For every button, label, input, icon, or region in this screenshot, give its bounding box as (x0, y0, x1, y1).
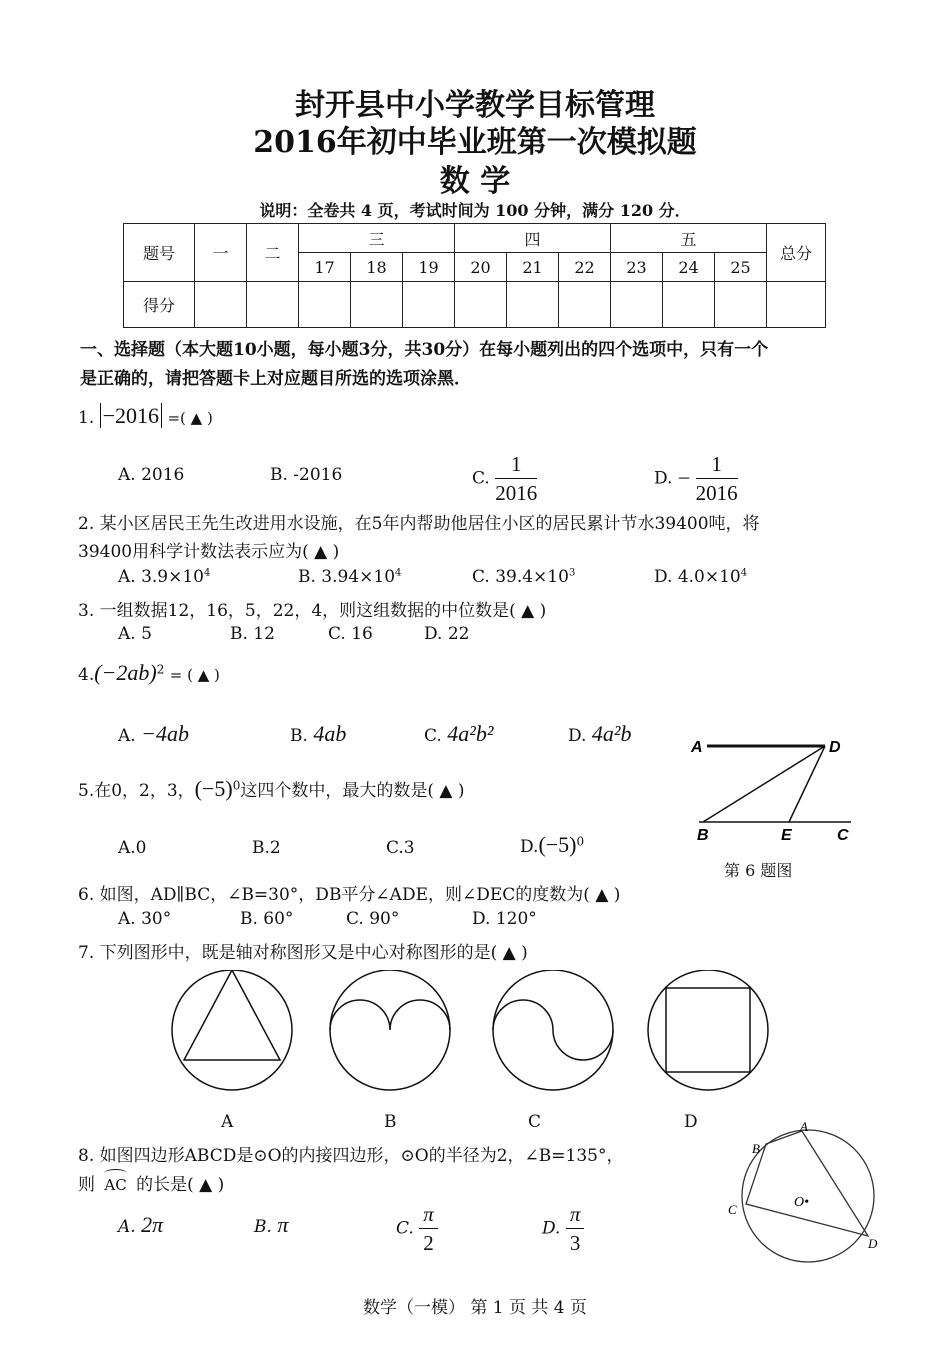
q8-option-a (118, 1212, 163, 1238)
q3-stem: 3. 一组数据12，16，5，22，4，则这组数据的中位数是( ▲ ) (78, 601, 547, 621)
q1-abs-expr: −2016 (100, 403, 162, 428)
q8-c-label: C. (396, 1218, 414, 1239)
q7-stem: 7. 下列图形中，既是轴对称图形又是中心对称图形的是( ▲ ) (78, 943, 528, 963)
figure-6-caption: 第 6 题图 (724, 861, 793, 880)
q2-option-a (118, 567, 210, 587)
q8-arc-ac (100, 1176, 130, 1194)
score-table-sub: 24 (663, 253, 715, 282)
score-table (123, 223, 826, 328)
q1-option-d (654, 450, 738, 507)
q4-d-label: D. (568, 726, 587, 746)
score-cell (455, 282, 507, 328)
page-footer: 数学（一模） 第 1 页 共 4 页 (362, 1298, 588, 1318)
q1-option-a: A. 2016 (118, 465, 185, 485)
score-cell (351, 282, 403, 328)
q4-num: 4. (78, 665, 95, 685)
q4-option-a (118, 721, 189, 747)
score-table-total: 总分 (767, 224, 826, 282)
q4-b-label: B. (290, 726, 308, 746)
q6-option-c: C. 90° (346, 909, 400, 929)
q1-d-num: 1 (696, 450, 738, 479)
q8-line2 (78, 1170, 224, 1195)
q2-c-text: C. 39.4×10 (472, 567, 569, 587)
fig8-label-c: C (728, 1202, 737, 1217)
q8-c-num: π (419, 1200, 438, 1229)
score-table-sub: 25 (715, 253, 767, 282)
q2-b-text: B. 3.94×10 (298, 567, 396, 587)
fig6-label-d: D (829, 739, 841, 756)
q2-option-c (472, 567, 575, 587)
q2-option-b (298, 567, 401, 587)
q6-stem: 6. 如图，AD∥BC，∠B=30°，DB平分∠ADE，则∠DEC的度数为( ▲ ) (78, 885, 621, 905)
q6-option-a: A. 30° (118, 909, 172, 929)
q8-d-fraction (566, 1200, 585, 1257)
q3-option-c: C. 16 (328, 624, 373, 644)
q7-figure-d (648, 970, 768, 1090)
q8-b-label: B. (254, 1217, 272, 1237)
q3-option-d: D. 22 (424, 624, 470, 644)
score-cell (559, 282, 611, 328)
score-table-label-score: 得分 (124, 282, 195, 328)
q2-a-text: A. 3.9×10 (118, 567, 204, 587)
arc-mark (104, 1169, 126, 1178)
q2-line2: 39400用科学计数法表示应为( ▲ ) (78, 542, 340, 562)
section1-line2: 是正确的，请把答题卡上对应题目所选的选项涂黑． (80, 369, 471, 389)
q2-a-exp: 4 (204, 567, 211, 579)
score-cell (403, 282, 455, 328)
q7-figure-b (330, 970, 450, 1090)
q4-option-c (424, 721, 493, 747)
q8-line1: 8. 如图四边形ABCD是⊙O的内接四边形，⊙O的半径为2，∠B=135°， (78, 1146, 624, 1166)
score-table-sub: 19 (403, 253, 455, 282)
fig8-center-o: O• (794, 1195, 810, 1210)
q5-tail: 这四个数中，最大的数是( ▲ ) (240, 781, 465, 801)
score-cell (663, 282, 715, 328)
q2-b-exp: 4 (395, 567, 402, 579)
score-table-group-3: 三 (299, 224, 455, 253)
subject-title: 数 学 (439, 164, 511, 199)
q3-option-b: B. 12 (230, 624, 275, 644)
q6-option-d: D. 120° (472, 909, 537, 929)
q5-option-b: B.2 (252, 838, 281, 858)
q1-stem (78, 403, 213, 429)
q5-d-label: D. (520, 837, 539, 857)
q1-option-c (472, 450, 537, 507)
score-table-sub: 18 (351, 253, 403, 282)
exam-note: 说明：全卷共 4 页，考试时间为 100 分钟，满分 120 分． (259, 201, 691, 220)
q8-d-num: π (566, 1200, 585, 1229)
q4-c-label: C. (424, 726, 442, 746)
q1-d-den: 2016 (695, 481, 738, 505)
q7-label-b: B (384, 1112, 397, 1132)
q1-option-d-label: D. (654, 468, 673, 489)
q1-option-d-fraction (696, 450, 738, 507)
q8-d-den: 3 (569, 1231, 581, 1255)
q8-c-fraction (419, 1200, 438, 1257)
q4-tail: = ( ▲ ) (169, 666, 220, 684)
q7-figure-c (493, 970, 613, 1090)
figure-8 (720, 1118, 890, 1268)
score-table-label-num: 题号 (124, 224, 195, 282)
q6-option-b: B. 60° (240, 909, 294, 929)
q7-figure-a (172, 970, 292, 1090)
q4-b-expr: 4ab (313, 721, 347, 746)
q8-a-expr: 2π (141, 1212, 164, 1237)
score-table-sub: 17 (299, 253, 351, 282)
q2-line1: 2. 某小区居民王先生改进用水设施，在5年内帮助他居住小区的居民累计节水39400吨，将 (78, 514, 760, 534)
q8-option-b (254, 1212, 288, 1238)
q1-option-c-label: C. (472, 468, 490, 489)
fig8-label-d: D (868, 1236, 878, 1251)
score-cell (715, 282, 767, 328)
q5-d-exp: 0 (576, 834, 585, 849)
fig8-label-a: A (800, 1119, 808, 1134)
score-cell (299, 282, 351, 328)
score-table-sub: 22 (559, 253, 611, 282)
q8-line2-pre: 则 (78, 1175, 95, 1195)
fig6-label-a: A (691, 739, 703, 756)
score-cell (195, 282, 247, 328)
score-table-group-5: 五 (611, 224, 767, 253)
q5-expr: (−5) (194, 776, 233, 801)
q1-option-c-fraction (495, 450, 537, 507)
q2-d-exp: 4 (740, 567, 748, 579)
q5-prefix: 5.在0，2，3， (78, 781, 195, 801)
q4-stem (78, 660, 220, 686)
score-table-group-4: 四 (455, 224, 611, 253)
q4-a-label: A. (118, 726, 136, 746)
figure-6 (685, 730, 865, 845)
q5-stem (78, 776, 465, 802)
q4-a-expr: −4ab (141, 721, 189, 746)
fig6-label-c: C (837, 827, 849, 844)
q8-a-label: A. (118, 1217, 136, 1237)
q1-option-b: B. -2016 (270, 465, 343, 485)
q7-label-d: D (684, 1112, 698, 1132)
exam-title-line2: 2016年初中毕业班第一次模拟题 (253, 125, 697, 160)
score-table-col-1: 一 (195, 224, 247, 282)
q8-option-c (396, 1200, 438, 1257)
exam-title-line1: 封开县中小学教学目标管理 (295, 88, 655, 123)
score-table-sub: 21 (507, 253, 559, 282)
q1-tail: =( ▲ ) (167, 409, 213, 427)
q5-option-a: A.0 (118, 838, 147, 858)
q1-option-d-sign: − (677, 465, 691, 491)
q2-d-text: D. 4.0×10 (654, 567, 741, 587)
fig8-label-b: B (752, 1141, 760, 1156)
q5-option-d (520, 832, 584, 858)
q8-arc-text: AC (104, 1176, 127, 1194)
q4-option-b (290, 721, 346, 747)
section1-line1: 一、选择题（本大题10小题，每小题3分，共30分）在每小题列出的四个选项中，只有一个 (80, 340, 769, 360)
q4-c-expr: 4a²b² (447, 721, 494, 746)
q7-figures (170, 970, 790, 1100)
q8-option-d (542, 1200, 584, 1257)
q7-label-a: A (221, 1112, 234, 1132)
q1-c-num: 1 (495, 450, 537, 479)
score-cell (611, 282, 663, 328)
score-table-sub: 23 (611, 253, 663, 282)
q4-exp: 2 (156, 662, 165, 677)
q1-num: 1. (78, 408, 95, 428)
fig6-label-e: E (781, 827, 792, 844)
q5-exp: 0 (232, 778, 241, 793)
score-cell (507, 282, 559, 328)
score-cell (767, 282, 826, 328)
q8-c-den: 2 (423, 1231, 434, 1255)
q7-label-c: C (528, 1112, 542, 1132)
q3-option-a: A. 5 (118, 624, 152, 644)
score-table-col-2: 二 (247, 224, 299, 282)
q8-b-expr: π (277, 1212, 289, 1237)
q1-c-den: 2016 (495, 481, 538, 505)
q2-option-d (654, 567, 747, 587)
score-table-sub: 20 (455, 253, 507, 282)
q4-option-d (568, 721, 631, 747)
q8-d-label: D. (542, 1218, 561, 1239)
q4-d-expr: 4a²b (591, 721, 632, 746)
q2-c-exp: 3 (568, 567, 576, 579)
q8-line2-post: 的长是( ▲ ) (136, 1175, 225, 1195)
q5-option-c: C.3 (386, 838, 415, 858)
score-cell (247, 282, 299, 328)
q5-d-expr: (−5) (538, 832, 577, 857)
q4-expr: (−2ab) (94, 660, 157, 685)
fig6-label-b: B (697, 827, 709, 844)
